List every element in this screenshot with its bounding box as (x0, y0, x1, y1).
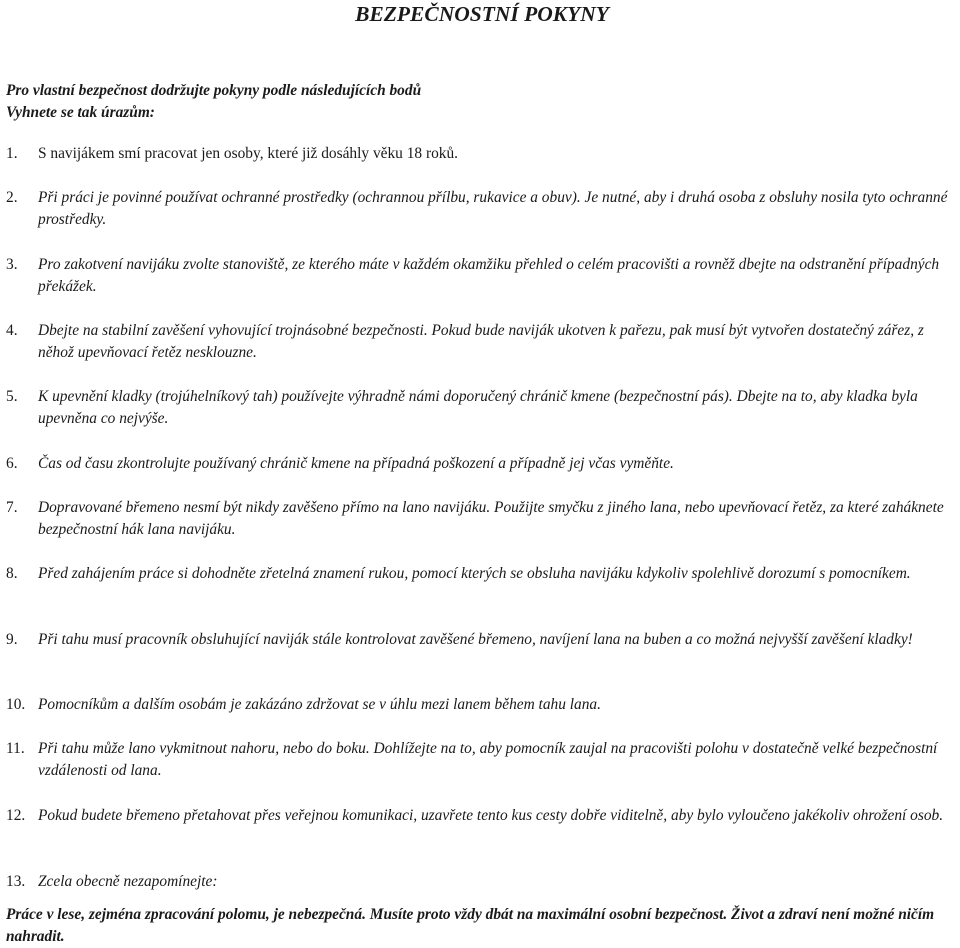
list-item (6, 871, 952, 893)
item-number: 1. (6, 145, 18, 162)
list-item (6, 320, 952, 364)
item-number: 2. (6, 189, 18, 206)
item-text: Při práci je povinné používat ochranné prostředky (ochrannou přílbu, rukavice a obuv). Je nutné, aby i druhá osoba z obsluhy nosila tyto ochranné prostředky. (38, 189, 948, 228)
item-text: Pomocníkům a dalším osobám je zakázáno zdržovat se v úhlu mezi lanem během tahu lana. (38, 696, 601, 713)
list-item (6, 497, 952, 541)
list-item (6, 563, 952, 585)
list-item (6, 629, 952, 651)
list-item (6, 386, 952, 430)
item-number: 10. (6, 696, 26, 713)
item-text: S navijákem smí pracovat jen osoby, které již dosáhly věku 18 roků. (38, 145, 459, 162)
item-number: 5. (6, 388, 18, 405)
list-item (6, 254, 952, 298)
item-number: 8. (6, 565, 18, 582)
list-item (6, 187, 952, 231)
item-number: 13. (6, 873, 26, 890)
list-item (6, 694, 952, 716)
item-number: 4. (6, 322, 18, 339)
list-item (6, 805, 952, 827)
item-number: 11. (6, 740, 25, 757)
item-number: 7. (6, 499, 18, 516)
item-text: Pro zakotvení navijáku zvolte stanoviště, ze kterého máte v každém okamžiku přehled o celém pracovišti a rovněž dbejte na odstranění případných překážek. (38, 256, 940, 295)
item-text: Dbejte na stabilní zavěšení vyhovující trojnásobné bezpečnosti. Pokud bude naviják ukotven k pařezu, pak musí být vytvořen dostatečný zářez, z něhož upevňovací řetěz nesklouzne. (38, 322, 924, 361)
item-text: Zcela obecně nezapomínejte: (38, 873, 218, 890)
item-text: Čas od času zkontrolujte používaný chránič kmene na případná poškození a případně jej včas vyměňte. (38, 455, 674, 472)
intro-line-2: Vyhnete se tak úrazům: (6, 104, 155, 121)
intro (6, 80, 421, 124)
closing-warning: Práce v lese, zejména zpracování polomu, je nebezpečná. Musíte proto vždy dbát na maximální osobní bezpečnost. Život a zdraví není možné ničím nahradit. (6, 906, 935, 945)
item-text: Před zahájením práce si dohodněte zřetelná znamení rukou, pomocí kterých se obsluha navijáku kdykoliv spolehlivě dorozumí s pomocníkem. (38, 565, 911, 582)
item-text: Při tahu musí pracovník obsluhující naviják stále kontrolovat zavěšené břemeno, navíjení lana na buben a co možná nejvyšší zavěšení kladky! (38, 631, 913, 648)
item-number: 12. (6, 807, 26, 824)
item-number: 9. (6, 631, 18, 648)
list-item (6, 143, 952, 165)
item-number: 6. (6, 455, 18, 472)
item-text: K upevnění kladky (trojúhelníkový tah) používejte výhradně námi doporučený chránič kmene (bezpečnostní pás). Dbejte na to, aby kladka byla upevněna co nejvýše. (38, 388, 918, 427)
item-text: Pokud budete břemeno přetahovat přes veřejnou komunikaci, uzavřete tento kus cesty dobře viditelně, aby bylo vyloučeno jakékoliv ohrožení osob. (38, 807, 944, 824)
item-text: Při tahu může lano vykmitnout nahoru, nebo do boku. Dohlížejte na to, aby pomocník zaujal na pracovišti polohu v dostatečně velké bezpečnostní vzdálenosti od lana. (38, 740, 938, 779)
item-text: Dopravované břemeno nesmí být nikdy zavěšeno přímo na lano navijáku. Použijte smyčku z jiného lana, nebo upevňovací řetěz, za které zaháknete bezpečnostní hák lana navijáku. (38, 499, 944, 538)
list-item (6, 738, 952, 782)
list-item (6, 453, 952, 475)
item-number: 3. (6, 256, 18, 273)
page-title: BEZPEČNOSTNÍ POKYNY (355, 2, 609, 26)
intro-line-1: Pro vlastní bezpečnost dodržujte pokyny podle následujících bodů (6, 82, 422, 99)
